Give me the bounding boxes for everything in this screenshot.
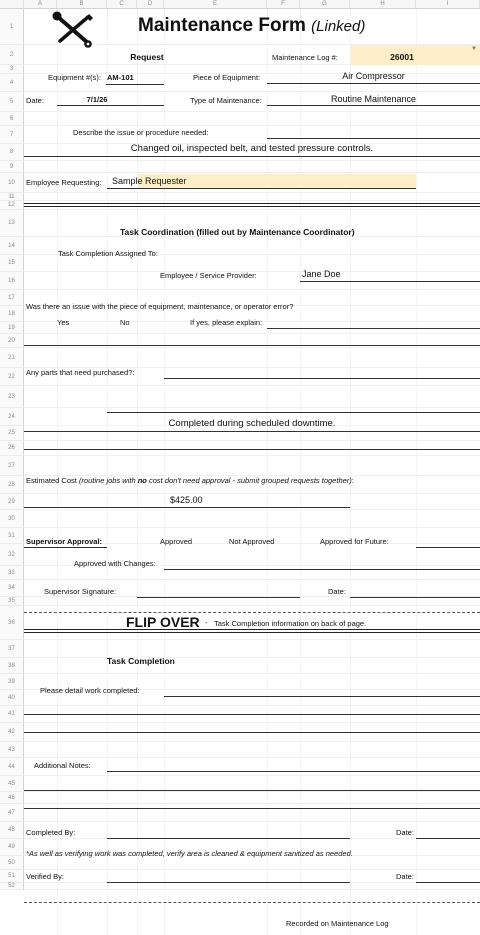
underline bbox=[164, 696, 480, 697]
row-header[interactable]: 22 bbox=[0, 368, 24, 386]
grid-row-line bbox=[24, 160, 480, 161]
row-header[interactable]: 52 bbox=[0, 883, 24, 890]
row-header[interactable]: 9 bbox=[0, 161, 24, 173]
underline bbox=[24, 790, 480, 791]
grid-row-line bbox=[24, 125, 480, 126]
underline bbox=[57, 105, 164, 106]
grid-row-line bbox=[24, 209, 480, 210]
service-provider-value[interactable]: Jane Doe bbox=[302, 269, 341, 279]
yes-option[interactable]: Yes bbox=[57, 318, 70, 327]
grid-row-line bbox=[24, 200, 480, 201]
row-header[interactable]: 45 bbox=[0, 776, 24, 792]
row-header[interactable]: 1 bbox=[0, 9, 24, 45]
row-header[interactable]: 14 bbox=[0, 237, 24, 255]
row-header[interactable]: 44 bbox=[0, 758, 24, 776]
column-header-g[interactable]: G bbox=[300, 0, 350, 9]
row-header[interactable]: 3 bbox=[0, 65, 24, 74]
underline bbox=[24, 431, 480, 432]
grid-row-line bbox=[24, 605, 480, 606]
underline bbox=[107, 771, 480, 772]
row-header[interactable]: 27 bbox=[0, 456, 24, 476]
maintenance-log-label: Maintenance Log #: bbox=[272, 53, 338, 62]
supervisor-signature-label: Supervisor Signature: bbox=[44, 587, 117, 596]
column-header-h[interactable]: H bbox=[350, 0, 416, 9]
underline bbox=[267, 138, 480, 139]
row-header[interactable]: 4 bbox=[0, 74, 24, 92]
grid-row-line bbox=[24, 493, 480, 494]
row-header[interactable]: 6 bbox=[0, 112, 24, 126]
wrench-screwdriver-icon bbox=[50, 11, 96, 49]
issue-question: Was there an issue with the piece of equipment, maintenance, or operator error? bbox=[26, 302, 294, 311]
section-divider bbox=[24, 612, 480, 613]
row-header[interactable]: 33 bbox=[0, 566, 24, 580]
grid-row-line bbox=[24, 111, 480, 112]
estimated-cost-value[interactable]: $425.00 bbox=[170, 495, 203, 505]
grid-row-line bbox=[24, 333, 480, 334]
column-header-e[interactable]: E bbox=[164, 0, 267, 9]
grid-row-line bbox=[24, 91, 480, 92]
cost-label-part: Estimated Cost bbox=[26, 476, 79, 485]
equipment-number-label: Equipment #(s): bbox=[48, 73, 101, 82]
flip-over-note: Task Completion information on back of page. bbox=[214, 619, 367, 628]
grid-row-line bbox=[24, 889, 480, 890]
supervisor-date-label: Date: bbox=[328, 587, 346, 596]
verification-footnote: *As well as verifying work was completed, verify area is cleaned & equipment sanitized as needed. bbox=[26, 849, 353, 858]
column-header-f[interactable]: F bbox=[267, 0, 300, 9]
form-title bbox=[138, 14, 365, 39]
maintenance-log-value: 26001 bbox=[390, 52, 414, 62]
row-header[interactable]: 30 bbox=[0, 510, 24, 528]
row-header[interactable]: 8 bbox=[0, 144, 24, 161]
date-label: Date: bbox=[26, 96, 44, 105]
underline bbox=[24, 449, 480, 450]
row-header[interactable]: 23 bbox=[0, 386, 24, 408]
grid-row-line bbox=[24, 722, 480, 723]
row-header[interactable]: 31 bbox=[0, 528, 24, 544]
flip-over-dash: - bbox=[205, 618, 208, 627]
underline bbox=[107, 188, 416, 189]
underline bbox=[24, 156, 480, 157]
corner-cell[interactable] bbox=[0, 0, 24, 9]
explain-label: If yes, please explain: bbox=[190, 318, 263, 327]
underline bbox=[416, 547, 480, 548]
grid-row-line bbox=[24, 509, 480, 510]
employee-requesting-value: Sample Requester bbox=[112, 176, 187, 186]
supervisor-approval-label: Supervisor Approval: bbox=[26, 537, 102, 546]
row-header[interactable]: 13 bbox=[0, 210, 24, 237]
row-header[interactable]: 17 bbox=[0, 290, 24, 306]
verified-by-label: Verified By: bbox=[26, 872, 64, 881]
row-header[interactable]: 7 bbox=[0, 126, 24, 144]
row-header[interactable]: 35 bbox=[0, 597, 24, 606]
row-header[interactable]: 36 bbox=[0, 606, 24, 640]
employee-requesting-label: Employee Requesting: bbox=[26, 178, 102, 187]
grid-row-line bbox=[24, 579, 480, 580]
task-completion-heading: Task Completion bbox=[107, 656, 175, 666]
row-header[interactable]: 28 bbox=[0, 476, 24, 494]
grid-row-line bbox=[24, 741, 480, 742]
parts-value[interactable]: Completed during scheduled downtime. bbox=[168, 418, 336, 429]
completed-date-label: Date: bbox=[396, 828, 414, 837]
section-divider bbox=[24, 203, 480, 207]
underline bbox=[24, 714, 480, 715]
approved-with-changes-label: Approved with Changes: bbox=[74, 559, 156, 568]
task-coordination-heading: Task Coordination (filled out by Maintenance Coordinator) bbox=[120, 227, 355, 237]
detail-work-label: Please detail work completed: bbox=[40, 686, 140, 695]
row-header[interactable]: 10 bbox=[0, 173, 24, 193]
underline bbox=[24, 507, 350, 508]
row-header[interactable]: 20 bbox=[0, 334, 24, 348]
grid-row-line bbox=[24, 821, 480, 822]
cost-label-part: cost don't need approval - submit grouped requests together) bbox=[146, 476, 352, 485]
grid-row-line bbox=[24, 869, 480, 870]
grid-row-line bbox=[24, 803, 480, 804]
underline bbox=[350, 597, 480, 598]
cost-label-part: (routine jobs with bbox=[78, 476, 138, 485]
column-header-c[interactable]: C bbox=[107, 0, 137, 9]
underline bbox=[164, 569, 480, 570]
approved-for-future-option[interactable]: Approved for Future: bbox=[320, 537, 389, 546]
grid-row-line bbox=[24, 172, 480, 173]
row-header[interactable]: 15 bbox=[0, 255, 24, 272]
row-header[interactable]: 51 bbox=[0, 870, 24, 883]
underline bbox=[107, 882, 350, 883]
underline bbox=[300, 281, 480, 282]
grid-row-line bbox=[24, 657, 480, 658]
row-header[interactable]: 25 bbox=[0, 426, 24, 441]
grid-row-line bbox=[24, 639, 480, 640]
piece-of-equipment-label: Piece of Equipment: bbox=[193, 73, 261, 82]
grid-row-line bbox=[24, 455, 480, 456]
parts-label: Any parts that need purchased?: bbox=[26, 368, 135, 377]
row-header[interactable]: 24 bbox=[0, 408, 24, 426]
underline bbox=[416, 838, 480, 839]
underline bbox=[106, 84, 164, 85]
underline bbox=[267, 105, 480, 106]
piece-of-equipment-value[interactable]: Air Compressor bbox=[342, 71, 405, 81]
estimated-cost-label bbox=[26, 476, 354, 486]
underline bbox=[24, 547, 107, 548]
grid-row-line bbox=[24, 440, 480, 441]
grid-row-line bbox=[24, 347, 480, 348]
row-header[interactable]: 29 bbox=[0, 494, 24, 510]
grid-row-line bbox=[24, 407, 480, 408]
grid-row-line bbox=[24, 673, 480, 674]
row-header[interactable]: 42 bbox=[0, 723, 24, 742]
row-header[interactable]: 38 bbox=[0, 658, 24, 674]
verified-date-label: Date: bbox=[396, 872, 414, 881]
grid-row-line bbox=[24, 385, 480, 386]
column-header-d[interactable]: D bbox=[137, 0, 164, 9]
cost-label-part: no bbox=[137, 476, 147, 485]
grid-row-line bbox=[24, 775, 480, 776]
date-value[interactable]: 7/1/26 bbox=[86, 95, 108, 104]
section-divider bbox=[24, 902, 480, 903]
service-provider-label: Employee / Service Provider: bbox=[160, 271, 257, 280]
describe-value[interactable]: Changed oil, inspected belt, and tested pressure controls. bbox=[130, 143, 374, 154]
grid-row-line bbox=[24, 791, 480, 792]
row-header[interactable]: 12 bbox=[0, 201, 24, 210]
section-divider bbox=[24, 629, 480, 633]
row-header[interactable]: 46 bbox=[0, 792, 24, 804]
row-header[interactable]: 49 bbox=[0, 839, 24, 856]
underline bbox=[267, 83, 480, 84]
row-header[interactable]: 37 bbox=[0, 640, 24, 658]
row-header[interactable]: 40 bbox=[0, 690, 24, 706]
row-header[interactable]: 43 bbox=[0, 742, 24, 758]
equipment-number-value[interactable]: AM-101 bbox=[107, 73, 134, 82]
approved-option[interactable]: Approved bbox=[160, 537, 193, 546]
grid-row-line bbox=[24, 757, 480, 758]
underline bbox=[24, 808, 480, 809]
underline bbox=[416, 882, 480, 883]
row-header[interactable]: 50 bbox=[0, 856, 24, 870]
row-header[interactable]: 47 bbox=[0, 804, 24, 822]
column-header-b[interactable]: B bbox=[57, 0, 107, 9]
dropdown-arrow-icon[interactable]: ▼ bbox=[471, 46, 477, 52]
column-header-i[interactable]: I bbox=[416, 0, 480, 9]
row-header[interactable]: 48 bbox=[0, 822, 24, 839]
cost-label-part: : bbox=[351, 476, 354, 485]
additional-notes-label: Additional Notes: bbox=[34, 761, 91, 770]
underline bbox=[267, 328, 480, 329]
grid-row-line bbox=[24, 289, 480, 290]
column-header-a[interactable]: A bbox=[24, 0, 57, 9]
not-approved-option[interactable]: Not Approved bbox=[229, 537, 275, 546]
form-title-main: Maintenance Form bbox=[138, 15, 306, 36]
type-of-maintenance-label: Type of Maintenance: bbox=[190, 96, 262, 105]
row-header[interactable]: 26 bbox=[0, 441, 24, 456]
underline bbox=[24, 345, 480, 346]
row-header[interactable]: 11 bbox=[0, 193, 24, 201]
underline bbox=[107, 838, 350, 839]
row-header[interactable]: 2 bbox=[0, 45, 24, 65]
underline bbox=[24, 732, 480, 733]
row-header[interactable]: 18 bbox=[0, 306, 24, 322]
row-header[interactable]: 21 bbox=[0, 348, 24, 368]
completed-by-label: Completed By: bbox=[26, 828, 76, 837]
recorded-on-log-note: Recorded on Maintenance Log bbox=[286, 919, 389, 928]
row-header[interactable]: 5 bbox=[0, 92, 24, 112]
row-header[interactable]: 16 bbox=[0, 272, 24, 290]
task-assigned-label: Task Completion Assigned To: bbox=[58, 249, 158, 258]
row-header[interactable]: 32 bbox=[0, 544, 24, 566]
underline bbox=[164, 378, 480, 379]
grid-row-line bbox=[24, 705, 480, 706]
row-header[interactable]: 39 bbox=[0, 674, 24, 690]
request-heading: Request bbox=[130, 52, 164, 62]
underline bbox=[137, 597, 300, 598]
row-header[interactable]: 34 bbox=[0, 580, 24, 597]
row-header[interactable]: 41 bbox=[0, 706, 24, 723]
underline bbox=[107, 412, 480, 413]
grid-row-line bbox=[24, 527, 480, 528]
row-header[interactable]: 19 bbox=[0, 322, 24, 334]
flip-over-heading: FLIP OVER bbox=[126, 614, 200, 630]
describe-label: Describe the issue or procedure needed: bbox=[73, 128, 209, 137]
form-title-sub: (Linked) bbox=[311, 18, 366, 35]
no-option[interactable]: No bbox=[120, 318, 130, 327]
grid-row-line bbox=[24, 192, 480, 193]
type-of-maintenance-value[interactable]: Routine Maintenance bbox=[330, 94, 417, 104]
